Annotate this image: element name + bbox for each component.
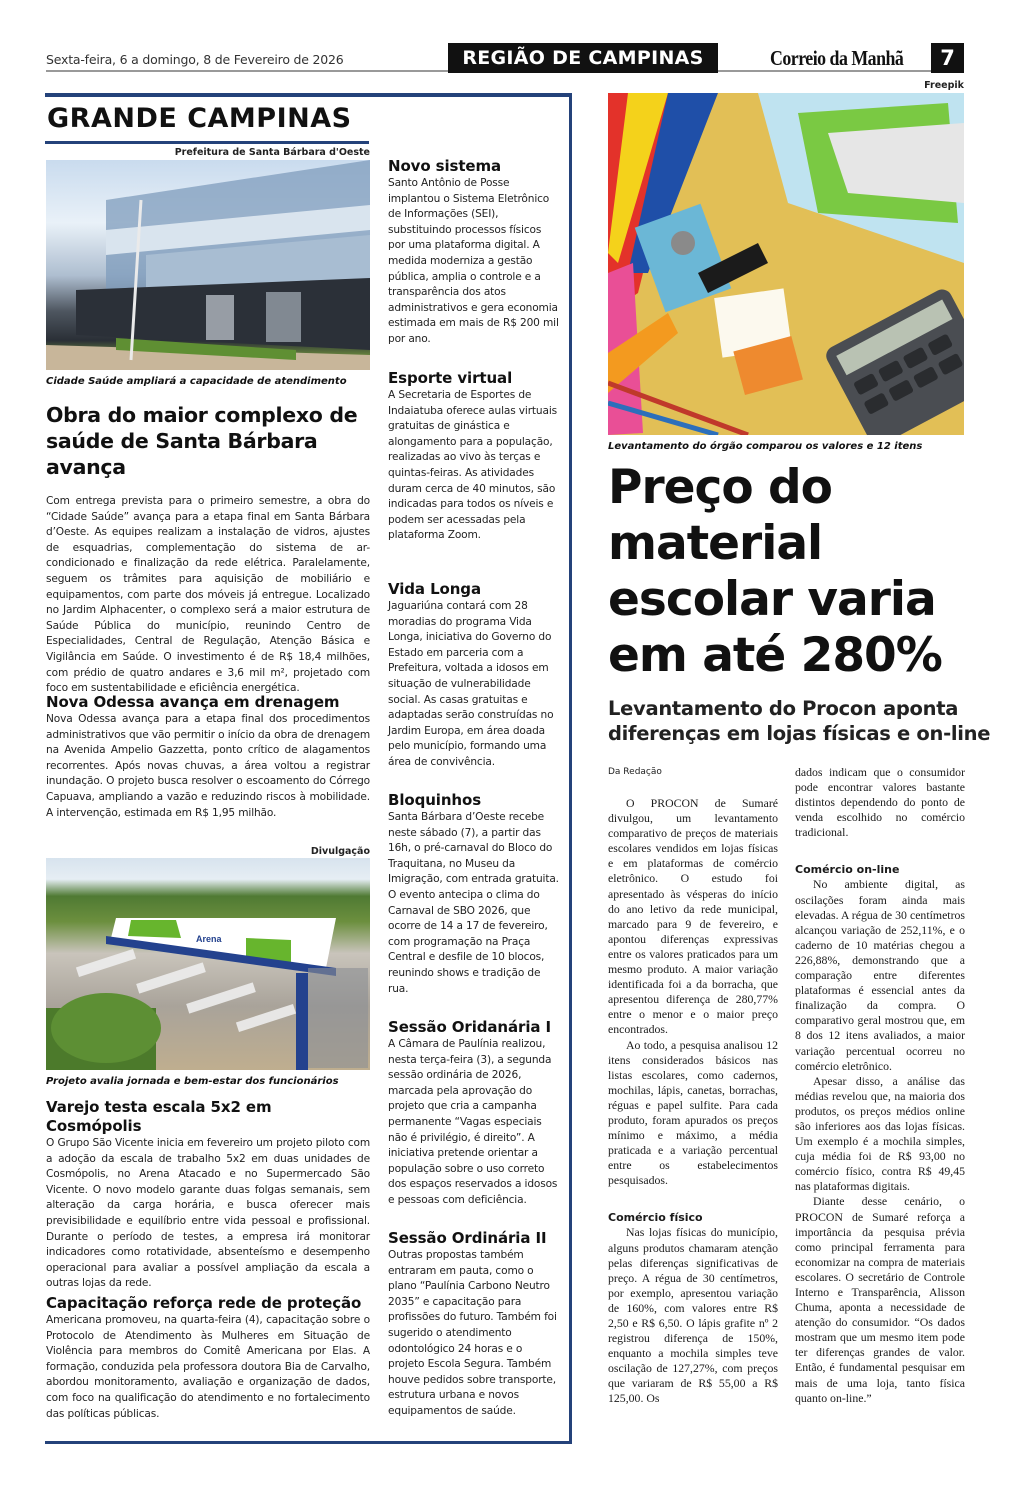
brief-title: Esporte virtual: [388, 369, 513, 387]
photo-credit: Freepik: [924, 80, 964, 91]
brief-body: A Câmara de Paulínia realizou, nesta terça-feira (3), a segunda sessão ordinária de 2026, marcada pela aprovação do projeto que cria a campanha permanente “Vagas especiais não é privilégio, é direito”. A iniciativa pretende orientar a população sobre o uso correto dos espaços reservados a idosos e pessoas com deficiência.: [388, 1038, 558, 1206]
school-supplies-photo: [608, 93, 964, 435]
box-top-rule: [45, 93, 572, 97]
nova-odessa-article: [46, 693, 370, 821]
crosshead: Comércio on-line: [795, 863, 900, 877]
byline: Da Redação: [608, 767, 662, 777]
main-deck: Levantamento do Procon aponta diferenças em lojas físicas e on-line: [608, 697, 991, 745]
paragraph: Apesar disso, a análise das médias revelou que, na maioria dos produtos, os preços médios online são inferiores aos das lojas físicas. Um exemplo é a mochila simples, cuja média foi de R$ 93,00 no comércio físico, contra R$ 49,45 nas plataformas digitais.: [795, 1073, 965, 1194]
brief-title: Novo sistema: [388, 157, 502, 175]
newspaper-logo: Correio da Manhã: [770, 46, 904, 70]
section-title-rule: [45, 141, 369, 144]
brief-esporte-virtual: [388, 369, 560, 544]
article-body: Com entrega prevista para o primeiro semestre, a obra do “Cidade Saúde” avança para a etapa final em Santa Bárbara d’Oeste. As equipes realizam a instalação de vidros, ajustes de esquadrias, complementação do sistema de ar-condicionado e finalização da rede elétrica. Paralelamente, seguem os trâmites para aquisição de mobiliário e equipamentos, com parte dos móveis já entregue. Localizado no Jardim Alphacenter, o complexo será a maior estrutura de Saúde Pública do município, reunindo Centro de Especialidades, Central de Regulação, Atenção Básica e Vigilância em Saúde. O investimento é de R$ 18,4 milhões, com prédio de quatro andares e 3,6 mil m², projetado com foco em sustentabilidade e eficiência energética.: [46, 495, 370, 695]
building-illustration: [46, 160, 370, 370]
article-body: Nova Odessa avança para a etapa final dos procedimentos administrativos que vão permitir o início da obra de drenagem na Avenida Ampelio Gazzetta, ponto crítico de alagamentos recorrentes. Após novas chuvas, a área voltou a registrar inundação. O projeto busca resolver o escoamento do Córrego Capuava, ampliando a vazão e reduzindo riscos à mobilidade. A intervenção, estimada em R$ 1,95 milhão.: [46, 713, 370, 819]
brief-body: Santa Bárbara d’Oeste recebe neste sábado (7), a partir das 16h, o pré-carnaval do Bloco do Traquitana, no Museu da Imigração, com entrada gratuita. O evento antecipa o clima do Carnaval de SBO 2026, que ocorre de 14 a 17 de fevereiro, com programação na Praça Central e desfile de 10 blocos, reunindo shows e tradição de rua.: [388, 811, 559, 995]
article-headline: Capacitação reforça rede de proteção: [46, 1294, 362, 1312]
section-title: GRANDE CAMPINAS: [47, 103, 352, 134]
article-body: O Grupo São Vicente inicia em fevereiro um projeto piloto com a adoção da escala de trabalho 5x2 em duas unidades de Cosmópolis, no Arena Atacado e no Supermercado São Vicente. O novo modelo garante duas folgas semanais, sem alteração da carga horária, e busca oferecer mais previsibilidade e equilíbrio entre vida pessoal e profissional. Durante o período de testes, a empresa irá monitorar indicadores como rotatividade, absenteísmo e desempenho operacional para avaliar a possível ampliação da escala a outras lojas da rede.: [46, 1137, 370, 1290]
brief-sessao-1: [388, 1018, 560, 1209]
paragraph: O PROCON de Sumaré divulgou, um levantamento comparativo de preços de materiais escolares vendidos em lojas físicas e em plataformas de comércio eletrônico. O estudo foi apresentado às vésperas do início do ano letivo da rede municipal, marcado para 9 de fevereiro, e apontou diferenças expressivas entre os valores praticados para um mesmo produto. A maior variação identificada foi a da borracha, que apresentou diferença de 280,77% entre o menor e o maior preço encontrados.: [608, 796, 778, 1037]
brief-title: Sessão Ordinária II: [388, 1229, 547, 1247]
photo-caption: Levantamento do órgão comparou os valores e 12 itens: [608, 441, 923, 452]
paragraph: Ao todo, a pesquisa analisou 12 itens considerados básicos nas listas escolares, como cadernos, mochilas, lápis, canetas, borrachas, réguas e papel sulfite. Para cada produto, foram apurados os preços mínimo e máximo, a média praticada e a variação percentual entre os estabelecimentos pesquisados.: [608, 1037, 778, 1188]
paragraph: Nas lojas físicas do município, alguns produtos chamaram atenção pelas diferenças significativas de preço. A régua de 30 centímetros, por exemplo, apresentou variação de 160%, com valores entre R$ 2,50 e R$ 6,50. O lápis grafite nº 2 registrou diferença de 150%, enquanto a mochila simples teve oscilação de 127,27%, com preços que variaram de R$ 55,00 a R$ 125,00. Os: [608, 1225, 778, 1406]
brief-title: Sessão Oridanária I: [388, 1018, 551, 1036]
article-headline: Obra do maior complexo de saúde de Santa Bárbara avança: [46, 403, 358, 479]
brief-body: Outras propostas também entraram em pauta, como o plano “Paulínia Carbono Neutro 2035” e capacitação para profissões do futuro. Também foi sugerido o atendimento odontológico 24 horas e o projeto Escola Segura. Também houve pedidos sobre transporte, estrutura urbana e novos equipamentos de saúde.: [388, 1249, 557, 1417]
crosshead: Comércio físico: [608, 1211, 703, 1225]
photo-credit: Prefeitura de Santa Bárbara d'Oeste: [174, 147, 370, 158]
main-headline: Preço do material escolar varia em até 280%: [608, 460, 942, 683]
store-photo: [46, 858, 370, 1070]
section-label: REGIÃO DE CAMPINAS: [448, 43, 718, 73]
brief-body: A Secretaria de Esportes de Indaiatuba oferece aulas virtuais gratuitas de ginástica e alongamento para a população, realizadas ao vivo às terças e quintas-feiras. As atividades duram cerca de 40 minutos, são indicadas para todos os níveis e podem ser acessadas pela plataforma Zoom.: [388, 389, 557, 542]
brief-title: Bloquinhos: [388, 791, 482, 809]
main-story-column-2: [795, 765, 965, 1406]
brief-body: Jaguariúna contará com 28 moradias do programa Vida Longa, iniciativa do Governo do Estado em parceria com a Prefeitura, voltada a idosos em situação de vulnerabilidade social. As casas gratuitas e adaptadas serão construídas no Jardim Europa, em área doada pelo município, formando uma área de convivência.: [388, 600, 554, 768]
photo-caption: Cidade Saúde ampliará a capacidade de atendimento: [46, 376, 347, 387]
article-body: Americana promoveu, na quarta-feira (4), capacitação sobre o Protocolo de Atendimento às Mulheres em Situação de Violência para membros do Comitê Americana por Elas. A formação, conduzida pela professora doutora Bia de Carvalho, abordou monitoramento, avaliação e organização de dados, com foco na qualificação do atendimento e no fortalecimento das políticas públicas.: [46, 1314, 370, 1420]
brief-title: Vida Longa: [388, 580, 481, 598]
capacitacao-article: [46, 1294, 370, 1422]
main-story-column-1: [608, 796, 778, 1407]
school-supplies-illustration: [608, 93, 964, 435]
photo-caption: Projeto avalia jornada e bem-estar dos funcionários: [46, 1076, 339, 1087]
brief-bloquinhos: [388, 791, 560, 997]
paragraph: Diante desse cenário, o PROCON de Sumaré reforça a importância da pesquisa prévia como principal ferramenta para economizar na compra de materiais escolares. O secretário de Controle Interno e Transparência, Alisson Chuma, aponta a necessidade de atenção do consumidor. “Os dados mostram que um mesmo item pode ter diferenças grandes de valor. Então, é fundamental pesquisar em mais de uma loja, tanto física quanto on-line.”: [795, 1194, 965, 1405]
brief-sessao-2: [388, 1229, 560, 1420]
brief-vida-longa: [388, 580, 560, 771]
paragraph: No ambiente digital, as oscilações foram ainda mais elevadas. A régua de 30 centímetros alcançou variação de 252,11%, e o caderno de 10 matérias chegou a 226,88%, demonstrando que a comparação entre diferentes plataformas é essencial antes da finalização da compra. O comparativo geral mostrou que, em 8 dos 12 itens avaliados, a maior variação percentual ocorreu no comércio eletrônico.: [795, 877, 965, 1073]
store-illustration: [46, 858, 370, 1070]
page-number: 7: [931, 43, 964, 73]
brief-body: Santo Antônio de Posse implantou o Sistema Eletrônico de Informações (SEI), substituindo processos físicos por uma plataforma digital. A medida moderniza a gestão pública, amplia o controle e a transparência dos atos administrativos e gera economia estimada em mais de R$ 200 mil por ano.: [388, 177, 559, 345]
store-sign: Arena: [196, 934, 222, 944]
edition-date: Sexta-feira, 6 a domingo, 8 de Fevereiro de 2026: [46, 52, 344, 67]
lead-article: [46, 402, 370, 697]
article-headline: Varejo testa escala 5x2 em Cosmópolis: [46, 1098, 272, 1135]
photo-credit: Divulgação: [310, 846, 370, 857]
article-headline: Nova Odessa avança em drenagem: [46, 693, 340, 711]
paragraph: dados indicam que o consumidor pode encontrar valores bastante distintos dependendo do ponto de venda escolhido no comércio tradicional.: [795, 765, 965, 840]
brief-novo-sistema: [388, 157, 560, 348]
varejo-article: [46, 1098, 370, 1292]
building-photo: [46, 160, 370, 370]
